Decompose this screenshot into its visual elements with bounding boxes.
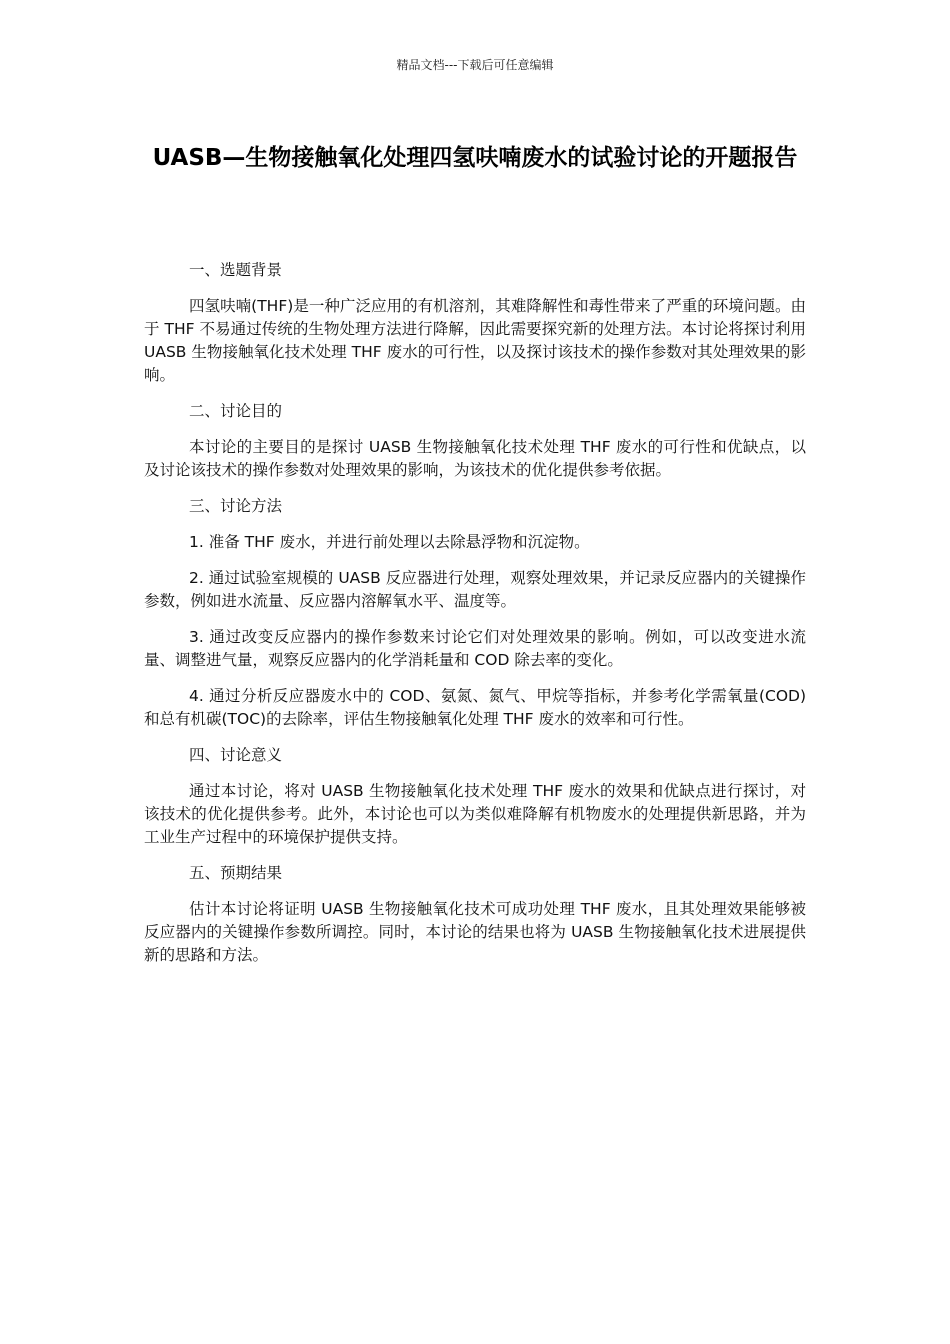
section-heading: 一、选题背景 [189, 261, 283, 279]
section-expected-results [144, 862, 806, 967]
section-significance [144, 744, 806, 849]
paragraph: 四氢呋喃(THF)是一种广泛应用的有机溶剂，其难降解性和毒性带来了严重的环境问题。由于 THF 不易通过传统的生物处理方法进行降解，因此需要探究新的处理方法。本讨论将探讨利用 UASB 生物接触氧化技术处理 THF 废水的可行性，以及探讨该技术的操作参数对其处理效果的影响。 [144, 297, 806, 384]
section-heading: 四、讨论意义 [189, 746, 283, 764]
section-purpose [144, 400, 806, 482]
section-heading: 三、讨论方法 [189, 497, 283, 515]
header-note: 精品文档---下载后可任意编辑 [396, 58, 554, 72]
document-body [144, 259, 806, 980]
method-step: 2. 通过试验室规模的 UASB 反应器进行处理，观察处理效果，并记录反应器内的关键操作参数，例如进水流量、反应器内溶解氧水平、温度等。 [144, 569, 806, 610]
section-heading: 二、讨论目的 [189, 402, 283, 420]
paragraph: 本讨论的主要目的是探讨 UASB 生物接触氧化技术处理 THF 废水的可行性和优缺点，以及讨论该技术的操作参数对处理效果的影响，为该技术的优化提供参考依据。 [144, 438, 806, 479]
section-background [144, 259, 806, 387]
paragraph: 通过本讨论，将对 UASB 生物接触氧化技术处理 THF 废水的效果和优缺点进行探讨，对该技术的优化提供参考。此外，本讨论也可以为类似难降解有机物废水的处理提供新思路，并为工业生产过程中的环境保护提供支持。 [144, 782, 806, 846]
method-step: 4. 通过分析反应器废水中的 COD、氨氮、氮气、甲烷等指标，并参考化学需氧量(COD)和总有机碳(TOC)的去除率，评估生物接触氧化处理 THF 废水的效率和可行性。 [144, 687, 806, 728]
method-step: 3. 通过改变反应器内的操作参数来讨论它们对处理效果的影响。例如，可以改变进水流量、调整进气量，观察反应器内的化学消耗量和 COD 除去率的变化。 [144, 628, 806, 669]
section-methods [144, 495, 806, 731]
method-step: 1. 准备 THF 废水，并进行前处理以去除悬浮物和沉淀物。 [189, 533, 590, 551]
section-heading: 五、预期结果 [189, 864, 283, 882]
document-title: UASB—生物接触氧化处理四氢呋喃废水的试验讨论的开题报告 [152, 145, 798, 171]
paragraph: 估计本讨论将证明 UASB 生物接触氧化技术可成功处理 THF 废水，且其处理效果能够被反应器内的关键操作参数所调控。同时，本讨论的结果也将为 UASB 生物接触氧化技术进展提供新的思路和方法。 [144, 900, 806, 964]
